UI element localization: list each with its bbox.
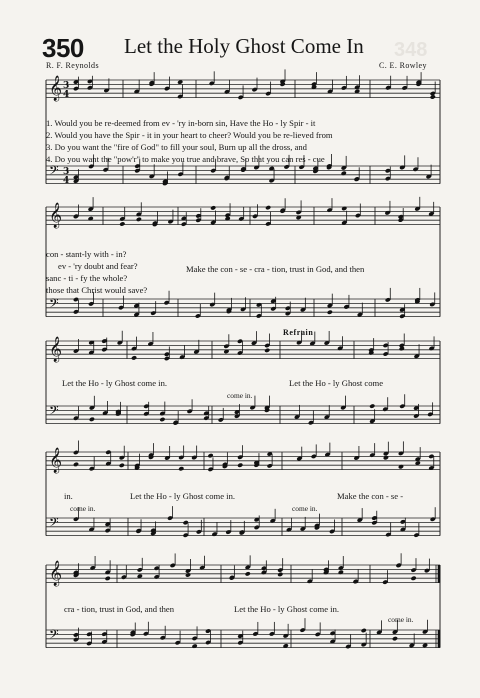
treble-clef-icon: 𝄞: [49, 448, 63, 473]
refrain-label: Refrain: [283, 328, 314, 337]
bass-clef-icon: 𝄢: [49, 515, 59, 533]
note-head: [361, 628, 367, 633]
faint-bleed-through-number: 348: [394, 39, 428, 61]
note-head: [159, 417, 165, 422]
note-head: [327, 310, 333, 315]
refrain-lyric-5: Make the con - se -: [337, 491, 404, 501]
time-signature: 4: [63, 176, 70, 186]
treble-clef-icon: 𝄞: [49, 561, 63, 586]
note-head: [264, 348, 270, 353]
verse-4-line: 4. Do you want the "pow'r" to make you true and brave, So that you can res - cue: [46, 154, 325, 164]
music-credit: C. E. Rowley: [379, 61, 427, 70]
note-head: [265, 205, 271, 210]
treble-clef-icon: 𝄞: [49, 337, 63, 362]
bass-clef-icon: 𝄢: [49, 296, 59, 314]
note-head: [277, 572, 283, 577]
note-head: [119, 463, 125, 468]
note-head: [210, 205, 216, 210]
note-head: [105, 576, 111, 581]
treble-clef-icon: 𝄞: [49, 76, 63, 101]
note-head: [369, 403, 375, 408]
hymn-title: Let the Holy Ghost Come In: [124, 34, 364, 58]
consecration-lyric: Make the con - se - cra - tion, trust in God, and then: [186, 264, 365, 274]
time-signature: 3: [63, 167, 70, 177]
verse-3-line: 3. Do you want the "fire of God" to fill your soul, Burn up all the dross, and: [46, 142, 307, 152]
verse-2-ending: ev - 'ry doubt and fear?: [58, 261, 138, 271]
verse-1-line: 1. Would you be re-deemed from ev - 'ry in-born sin, Have the Ho - ly Spir - it: [46, 118, 316, 128]
time-signature: 4: [63, 90, 70, 100]
note-head: [136, 217, 142, 222]
note-head: [410, 576, 416, 581]
refrain-lyric-7: Let the Ho - ly Ghost come in.: [234, 604, 340, 614]
bass-clef-icon: 𝄢: [49, 163, 59, 181]
note-head: [73, 462, 79, 467]
refrain-echo-3: come in.: [292, 504, 318, 513]
refrain-echo-4: come in.: [388, 615, 414, 624]
verse-2-line: 2. Would you have the Spir - it in your heart to cheer? Would you be re-lieved from: [46, 130, 333, 140]
bass-clef-icon: 𝄢: [49, 403, 59, 421]
note-head: [131, 355, 137, 360]
note-head: [430, 94, 436, 99]
words-credit: R. F. Reynolds: [46, 61, 99, 70]
note-head: [185, 572, 191, 577]
note-head: [178, 466, 184, 471]
refrain-echo-2: come in.: [70, 504, 96, 513]
refrain-lyric-6: cra - tion, trust in God, and then: [64, 604, 175, 614]
treble-clef-icon: 𝄞: [49, 203, 63, 228]
refrain-lyric-3: in.: [64, 491, 73, 501]
note-head: [237, 463, 243, 468]
refrain-lyric-1: Let the Ho - ly Ghost come in.: [62, 378, 168, 388]
refrain-echo-1: come in.: [227, 391, 253, 400]
verse-1-ending: con - stant-ly with - in?: [46, 249, 127, 259]
note-head: [245, 571, 251, 576]
refrain-lyric-2: Let the Ho - ly Ghost come: [289, 378, 384, 388]
bass-clef-icon: 𝄢: [49, 627, 59, 645]
note-head: [89, 417, 95, 422]
refrain-lyric-4: Let the Ho - ly Ghost come in.: [130, 491, 236, 501]
note-head: [392, 636, 398, 641]
note-head: [383, 455, 389, 460]
time-signature: 3: [63, 81, 70, 91]
hymn-number: 350: [42, 33, 84, 63]
verse-3-ending: sanc - ti - fy the whole?: [46, 273, 128, 283]
verse-4-ending: those that Christ would save?: [46, 285, 148, 295]
note-head: [119, 221, 125, 226]
